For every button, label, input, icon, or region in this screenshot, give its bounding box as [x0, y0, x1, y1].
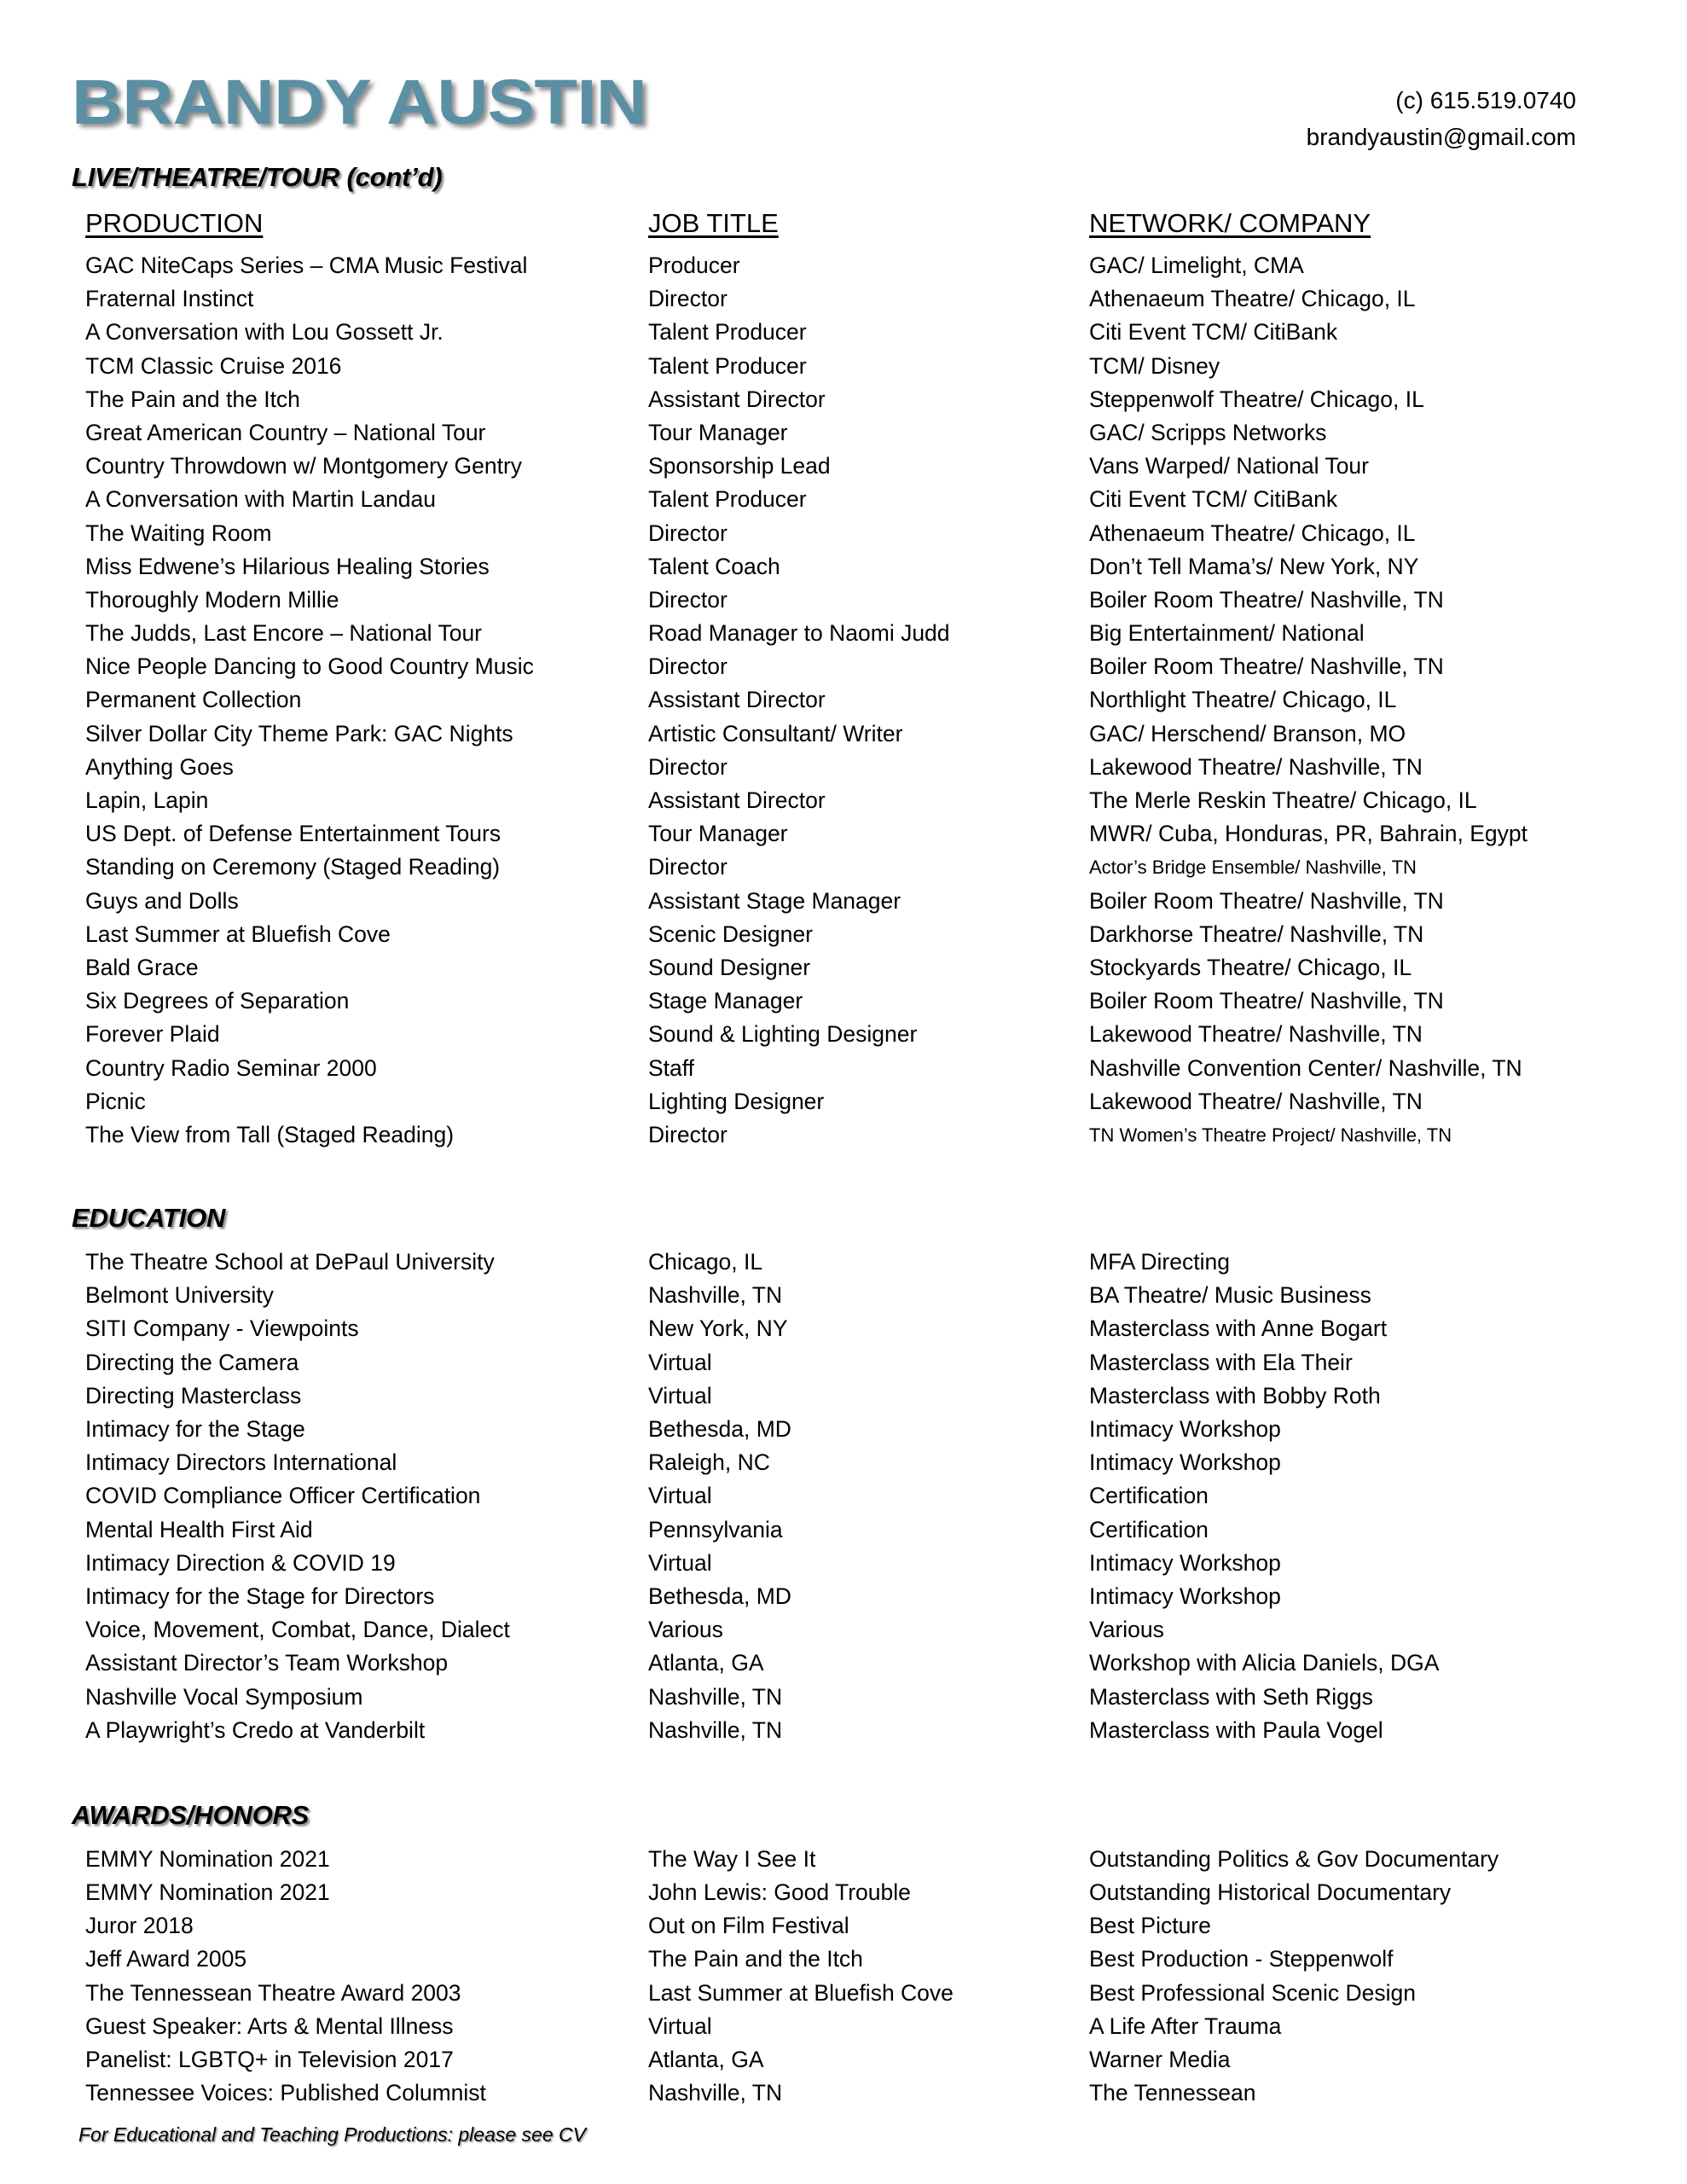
- cell-job-title: Director: [648, 586, 728, 613]
- table-row: [0, 1714, 1687, 1747]
- table-row: [0, 350, 1687, 383]
- footnote: For Educational and Teaching Productions: please see CV: [78, 2123, 586, 2146]
- cell-company: Vans Warped/ National Tour: [1089, 453, 1369, 479]
- cell-location: Virtual: [648, 1483, 712, 1509]
- cell-program: Assistant Director’s Team Workshop: [85, 1650, 449, 1676]
- cell-job-title: Scenic Designer: [648, 921, 813, 947]
- cell-company: Northlight Theatre/ Chicago, IL: [1089, 687, 1397, 713]
- table-row: [0, 416, 1687, 450]
- table-row: [0, 483, 1687, 516]
- cell-detail: Warner Media: [1089, 2047, 1231, 2072]
- cell-credential: Workshop with Alicia Daniels, DGA: [1089, 1650, 1440, 1676]
- cell-award: EMMY Nomination 2021: [85, 1879, 330, 1906]
- cell-location: Virtual: [648, 1549, 712, 1576]
- table-row: [0, 2043, 1687, 2077]
- cell-credential: Certification: [1089, 1483, 1209, 1509]
- spacer-after-education-title: [0, 1234, 1687, 1246]
- cell-job-title: Road Manager to Naomi Judd: [648, 620, 950, 647]
- cell-production: Picnic: [85, 1088, 146, 1114]
- cell-company: Darkhorse Theatre/ Nashville, TN: [1089, 921, 1424, 947]
- cell-company: Boiler Room Theatre/ Nashville, TN: [1089, 653, 1444, 680]
- cell-location: Various: [648, 1617, 723, 1643]
- cell-production: Last Summer at Bluefish Cove: [85, 921, 391, 947]
- cell-program: COVID Compliance Officer Certification: [85, 1483, 481, 1509]
- cell-job-title: Director: [648, 854, 728, 880]
- cell-production: US Dept. of Defense Entertainment Tours: [85, 821, 501, 847]
- cell-project: Atlanta, GA: [648, 2047, 764, 2072]
- cell-company: Citi Event TCM/ CitiBank: [1089, 319, 1338, 346]
- cell-production: Country Throwdown w/ Montgomery Gentry: [85, 453, 523, 479]
- table-row: [0, 249, 1687, 282]
- cell-job-title: Talent Producer: [648, 319, 807, 346]
- cell-job-title: Producer: [648, 253, 740, 278]
- table-row: [0, 517, 1687, 550]
- spacer-education: [0, 1152, 1687, 1203]
- cell-location: Nashville, TN: [648, 1282, 783, 1309]
- cell-production: Nice People Dancing to Good Country Music: [85, 653, 534, 680]
- cell-project: The Way I See It: [648, 1845, 816, 1872]
- column-header-job-title: JOB TITLE: [648, 208, 779, 238]
- cell-program: Nashville Vocal Symposium: [85, 1683, 363, 1710]
- cell-program: Directing the Camera: [85, 1349, 299, 1375]
- table-row: [0, 1279, 1687, 1312]
- table-row: [0, 1681, 1687, 1714]
- column-header-production: PRODUCTION: [85, 208, 264, 238]
- cell-location: Nashville, TN: [648, 1716, 783, 1743]
- cell-production: TCM Classic Cruise 2016: [85, 352, 342, 379]
- cell-program: Intimacy for the Stage for Directors: [85, 1583, 435, 1609]
- email-address: brandyaustin@gmail.com: [1306, 124, 1576, 150]
- table-row: [0, 1943, 1687, 1976]
- cell-job-title: Director: [648, 653, 728, 680]
- cell-award: Panelist: LGBTQ+ in Television 2017: [85, 2047, 454, 2072]
- cell-company: Boiler Room Theatre/ Nashville, TN: [1089, 586, 1444, 613]
- cell-detail: Best Production - Steppenwolf: [1089, 1946, 1394, 1972]
- page-title: BRANDY AUSTIN: [72, 67, 647, 137]
- table-row: [0, 316, 1687, 349]
- cell-job-title: Talent Coach: [648, 553, 780, 579]
- section-title-education: EDUCATION: [72, 1203, 226, 1234]
- cell-credential: Certification: [1089, 1516, 1209, 1542]
- cell-program: Mental Health First Aid: [85, 1516, 313, 1542]
- cell-award: Guest Speaker: Arts & Mental Illness: [85, 2013, 454, 2039]
- cell-production: Guys and Dolls: [85, 887, 239, 914]
- table-row: [0, 2010, 1687, 2043]
- table-row: [0, 1446, 1687, 1479]
- cell-credential: MFA Directing: [1089, 1249, 1230, 1275]
- table-row: [0, 1118, 1687, 1152]
- table-row: [0, 851, 1687, 884]
- cell-job-title: Director: [648, 753, 728, 780]
- live-theatre-tour-list: [0, 249, 1687, 1152]
- cell-credential: Intimacy Workshop: [1089, 1583, 1281, 1609]
- table-row: [0, 1580, 1687, 1613]
- table-row: [0, 817, 1687, 851]
- table-row: [0, 2077, 1687, 2110]
- cell-production: Miss Edwene’s Hilarious Healing Stories: [85, 553, 490, 579]
- cell-location: New York, NY: [648, 1316, 788, 1342]
- contact-block: [1307, 82, 1576, 155]
- cell-company: Nashville Convention Center/ Nashville, TN: [1089, 1054, 1522, 1081]
- cell-credential: Masterclass with Ela Their: [1089, 1349, 1353, 1375]
- table-row: [0, 885, 1687, 918]
- cell-program: The Theatre School at DePaul University: [85, 1249, 495, 1275]
- cell-location: Virtual: [648, 1382, 712, 1409]
- cell-job-title: Sound Designer: [648, 954, 811, 980]
- cell-project: John Lewis: Good Trouble: [648, 1879, 911, 1906]
- table-row: [0, 1479, 1687, 1513]
- table-row: [0, 1413, 1687, 1446]
- cell-company: Stockyards Theatre/ Chicago, IL: [1089, 954, 1412, 980]
- cell-job-title: Lighting Designer: [648, 1088, 825, 1114]
- cell-program: Intimacy Direction & COVID 19: [85, 1549, 396, 1576]
- table-row: [0, 383, 1687, 416]
- awards-honors-list: [0, 1843, 1687, 2111]
- cell-production: The Waiting Room: [85, 520, 272, 546]
- cell-company: Boiler Room Theatre/ Nashville, TN: [1089, 988, 1444, 1014]
- cell-production: Standing on Ceremony (Staged Reading): [85, 854, 501, 880]
- cell-project: The Pain and the Itch: [648, 1946, 863, 1972]
- cell-production: The Judds, Last Encore – National Tour: [85, 620, 483, 647]
- cell-award: Jeff Award 2005: [85, 1946, 247, 1972]
- table-row: [0, 1380, 1687, 1413]
- cell-production: Lapin, Lapin: [85, 787, 209, 813]
- cell-job-title: Artistic Consultant/ Writer: [648, 720, 903, 746]
- table-row: [0, 282, 1687, 316]
- cell-production: Permanent Collection: [85, 687, 302, 713]
- table-row: [0, 1018, 1687, 1051]
- cell-company: The Merle Reskin Theatre/ Chicago, IL: [1089, 787, 1477, 813]
- cell-project: Virtual: [648, 2013, 712, 2039]
- cell-credential: Masterclass with Paula Vogel: [1089, 1716, 1383, 1743]
- table-row: [0, 617, 1687, 650]
- cell-job-title: Sound & Lighting Designer: [648, 1021, 918, 1048]
- cell-production: The Pain and the Itch: [85, 386, 300, 412]
- cell-job-title: Assistant Stage Manager: [648, 887, 901, 914]
- cell-company: Lakewood Theatre/ Nashville, TN: [1089, 1021, 1423, 1048]
- section-title-awards: AWARDS/HONORS: [72, 1799, 310, 1830]
- cell-location: Bethesda, MD: [648, 1583, 791, 1609]
- cell-location: Pennsylvania: [648, 1516, 783, 1542]
- cell-job-title: Assistant Director: [648, 687, 826, 713]
- cell-company: Actor’s Bridge Ensemble/ Nashville, TN: [1089, 857, 1417, 879]
- cell-job-title: Talent Producer: [648, 352, 807, 379]
- cell-job-title: Assistant Director: [648, 787, 826, 813]
- cell-job-title: Director: [648, 520, 728, 546]
- table-row: [0, 717, 1687, 751]
- spacer-after-awards-title: [0, 1831, 1687, 1843]
- cell-credential: Various: [1089, 1617, 1164, 1643]
- cell-detail: A Life After Trauma: [1089, 2013, 1282, 2039]
- cell-program: Directing Masterclass: [85, 1382, 302, 1409]
- table-row: [0, 951, 1687, 985]
- table-row: [0, 1246, 1687, 1279]
- cell-detail: Best Picture: [1089, 1913, 1211, 1939]
- resume-header: [0, 0, 1687, 162]
- table-row: [0, 1613, 1687, 1647]
- cell-award: The Tennessean Theatre Award 2003: [85, 1979, 461, 2006]
- cell-company: Lakewood Theatre/ Nashville, TN: [1089, 753, 1423, 780]
- table-row: [0, 1312, 1687, 1345]
- cell-job-title: Talent Producer: [648, 486, 807, 513]
- cell-job-title: Tour Manager: [648, 821, 788, 847]
- cell-production: Bald Grace: [85, 954, 199, 980]
- cell-company: Big Entertainment/ National: [1089, 620, 1365, 647]
- cell-production: Thoroughly Modern Millie: [85, 586, 339, 613]
- cell-program: A Playwright’s Credo at Vanderbilt: [85, 1716, 426, 1743]
- cell-production: Country Radio Seminar 2000: [85, 1054, 377, 1081]
- cell-program: Intimacy Directors International: [85, 1449, 397, 1476]
- table-row: [0, 683, 1687, 717]
- cell-credential: Intimacy Workshop: [1089, 1449, 1281, 1476]
- cell-job-title: Stage Manager: [648, 988, 803, 1014]
- cell-production: A Conversation with Lou Gossett Jr.: [85, 319, 443, 346]
- cell-company: Steppenwolf Theatre/ Chicago, IL: [1089, 386, 1424, 412]
- cell-company: Boiler Room Theatre/ Nashville, TN: [1089, 887, 1444, 914]
- cell-location: Virtual: [648, 1349, 712, 1375]
- cell-detail: Outstanding Historical Documentary: [1089, 1879, 1452, 1906]
- cell-program: Intimacy for the Stage: [85, 1416, 305, 1442]
- cell-location: Bethesda, MD: [648, 1416, 791, 1442]
- cell-production: Anything Goes: [85, 753, 234, 780]
- table-row: [0, 1843, 1687, 1876]
- cell-program: Voice, Movement, Combat, Dance, Dialect: [85, 1617, 510, 1643]
- cell-production: Six Degrees of Separation: [85, 988, 350, 1014]
- cell-credential: Masterclass with Seth Riggs: [1089, 1683, 1373, 1710]
- table-row: [0, 1513, 1687, 1547]
- table-row: [0, 751, 1687, 784]
- cell-production: The View from Tall (Staged Reading): [85, 1121, 455, 1147]
- cell-program: SITI Company - Viewpoints: [85, 1316, 359, 1342]
- table-row: [0, 1346, 1687, 1380]
- cell-job-title: Sponsorship Lead: [648, 453, 831, 479]
- table-row: [0, 1647, 1687, 1680]
- cell-company: GAC/ Limelight, CMA: [1089, 253, 1304, 278]
- cell-credential: Masterclass with Bobby Roth: [1089, 1382, 1381, 1409]
- cell-program: Belmont University: [85, 1282, 274, 1309]
- cell-production: GAC NiteCaps Series – CMA Music Festival: [85, 253, 528, 278]
- cell-location: Chicago, IL: [648, 1249, 763, 1275]
- table-row: [0, 1085, 1687, 1118]
- cell-company: Don’t Tell Mama’s/ New York, NY: [1089, 553, 1419, 579]
- cell-detail: Best Professional Scenic Design: [1089, 1979, 1416, 2006]
- cell-location: Atlanta, GA: [648, 1650, 764, 1676]
- column-headers-live: [0, 208, 1687, 249]
- cell-company: TN Women’s Theatre Project/ Nashville, TN: [1089, 1124, 1452, 1146]
- cell-company: GAC/ Herschend/ Branson, MO: [1089, 720, 1406, 746]
- cell-company: Lakewood Theatre/ Nashville, TN: [1089, 1088, 1423, 1114]
- cell-production: A Conversation with Martin Landau: [85, 486, 436, 513]
- cell-production: Fraternal Instinct: [85, 286, 254, 312]
- table-row: [0, 784, 1687, 817]
- cell-location: Nashville, TN: [648, 1683, 783, 1710]
- cell-job-title: Director: [648, 1121, 728, 1147]
- cell-project: Nashville, TN: [648, 2080, 783, 2106]
- spacer-awards: [0, 1747, 1687, 1800]
- cell-job-title: Staff: [648, 1054, 695, 1081]
- table-row: [0, 550, 1687, 584]
- table-row: [0, 650, 1687, 683]
- cell-project: Last Summer at Bluefish Cove: [648, 1979, 954, 2006]
- cell-production: Great American Country – National Tour: [85, 419, 486, 445]
- table-row: [0, 1909, 1687, 1943]
- cell-award: Juror 2018: [85, 1913, 194, 1939]
- table-row: [0, 450, 1687, 483]
- cell-location: Raleigh, NC: [648, 1449, 770, 1476]
- cell-job-title: Assistant Director: [648, 386, 826, 412]
- cell-detail: The Tennessean: [1089, 2080, 1256, 2106]
- table-row: [0, 584, 1687, 617]
- cell-credential: Intimacy Workshop: [1089, 1416, 1281, 1442]
- cell-job-title: Director: [648, 286, 728, 312]
- cell-production: Silver Dollar City Theme Park: GAC Nights: [85, 720, 513, 746]
- cell-company: Athenaeum Theatre/ Chicago, IL: [1089, 286, 1416, 312]
- table-row: [0, 985, 1687, 1018]
- table-row: [0, 918, 1687, 951]
- column-header-company: NETWORK/ COMPANY: [1089, 208, 1371, 238]
- cell-company: Citi Event TCM/ CitiBank: [1089, 486, 1338, 513]
- cell-award: Tennessee Voices: Published Columnist: [85, 2080, 486, 2106]
- cell-company: MWR/ Cuba, Honduras, PR, Bahrain, Egypt: [1089, 821, 1528, 847]
- table-row: [0, 1547, 1687, 1580]
- table-row: [0, 1876, 1687, 1909]
- section-title-live: LIVE/THEATRE/TOUR (cont’d): [72, 162, 443, 192]
- education-list: [0, 1246, 1687, 1747]
- cell-production: Forever Plaid: [85, 1021, 220, 1048]
- cell-credential: Intimacy Workshop: [1089, 1549, 1281, 1576]
- table-row: [0, 1977, 1687, 2010]
- cell-credential: Masterclass with Anne Bogart: [1089, 1316, 1388, 1342]
- cell-project: Out on Film Festival: [648, 1913, 849, 1939]
- cell-credential: BA Theatre/ Music Business: [1089, 1282, 1371, 1309]
- table-row: [0, 1052, 1687, 1085]
- cell-detail: Outstanding Politics & Gov Documentary: [1089, 1845, 1499, 1872]
- cell-company: GAC/ Scripps Networks: [1089, 419, 1327, 445]
- cell-award: EMMY Nomination 2021: [85, 1845, 330, 1872]
- phone-number: (c) 615.519.0740: [1395, 87, 1576, 113]
- cell-company: TCM/ Disney: [1089, 352, 1220, 379]
- cell-job-title: Tour Manager: [648, 419, 788, 445]
- cell-company: Athenaeum Theatre/ Chicago, IL: [1089, 520, 1416, 546]
